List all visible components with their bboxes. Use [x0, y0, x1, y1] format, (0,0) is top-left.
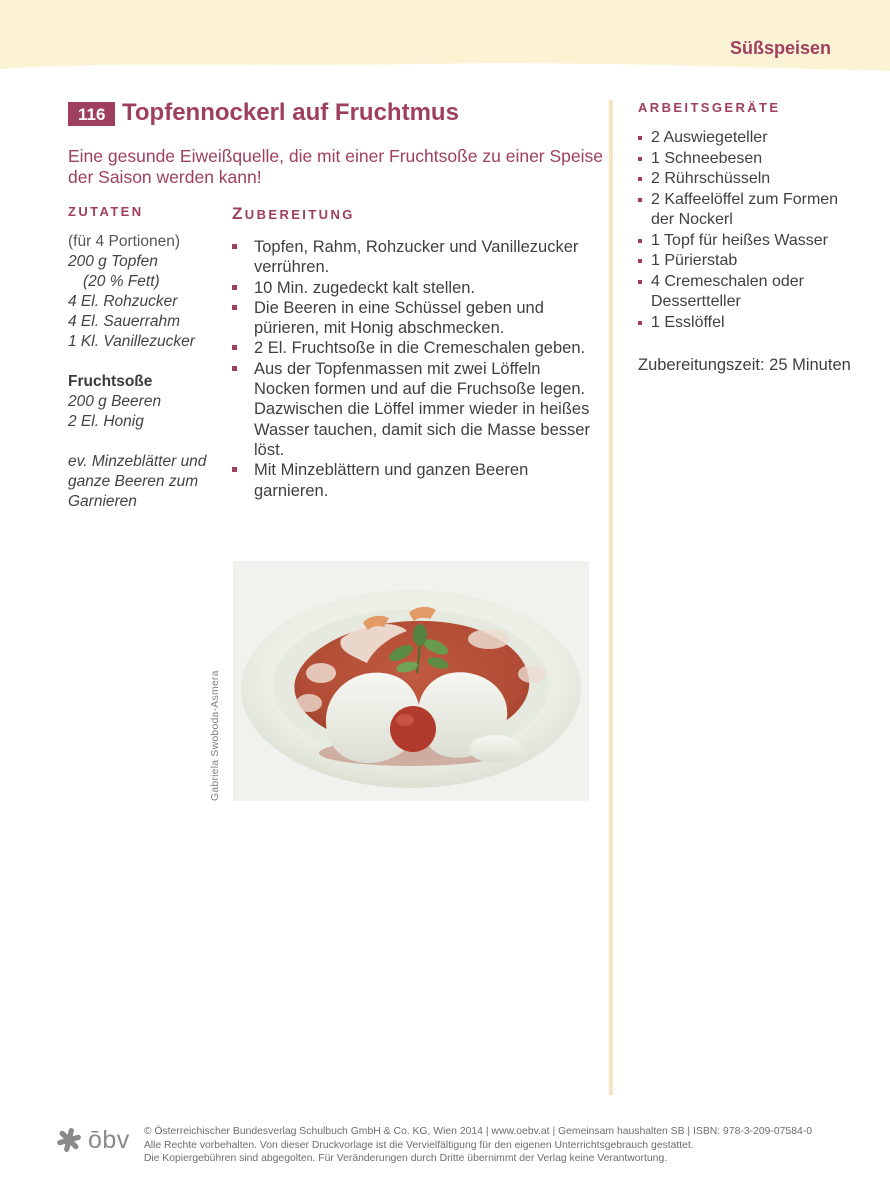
- ingredient-line: ev. Minzeblätter und ganze Beeren zum Garnieren: [68, 453, 207, 510]
- dish-photo: [233, 561, 589, 801]
- tool-text: 1 Esslöffel: [651, 313, 725, 331]
- square-bullet-icon: [638, 239, 642, 243]
- preparation-step: [232, 278, 592, 298]
- tool-item: [638, 169, 856, 190]
- spacer: [68, 352, 238, 372]
- tool-item: [638, 149, 856, 170]
- tool-text: 2 Auswiegeteller: [651, 129, 768, 146]
- ingredient-line: 1 Kl. Vanillezucker: [68, 333, 195, 350]
- square-bullet-icon: [232, 305, 237, 310]
- footer-line: © Österreichischer Bundesverlag Schulbuch GmbH & Co. KG, Wien 2014 | www.oebv.at | Gemeinsam haushalten SB | ISBN: 978-3-209-07584-0: [143, 1126, 812, 1137]
- preparation-step: [232, 460, 592, 501]
- nockerl-dollop: [469, 735, 521, 763]
- photo-credit: Gabriela Swoboda-Asmera: [209, 670, 221, 801]
- tools-heading: ARBEITSGERÄTE: [638, 100, 781, 115]
- square-bullet-icon: [638, 136, 642, 140]
- tool-item: [638, 231, 856, 252]
- column-divider: [609, 100, 613, 1095]
- ingredients-section: [68, 204, 238, 512]
- ingredient-subheading: Fruchtsoße: [68, 373, 153, 390]
- cream-blob: [296, 694, 322, 712]
- cream-blob: [306, 663, 336, 683]
- ingredients-portions: (für 4 Portionen): [68, 233, 180, 250]
- tool-item: [638, 128, 856, 149]
- ingredient-line: 4 El. Sauerrahm: [68, 313, 180, 330]
- ingredient-line: 4 El. Rohzucker: [68, 293, 178, 310]
- strawberry-highlight: [396, 714, 414, 726]
- tool-text: 2 Kaffeelöffel zum Formen der Nockerl: [651, 190, 839, 228]
- recipe-number-badge: 116: [68, 102, 115, 126]
- square-bullet-icon: [232, 244, 237, 249]
- preparation-step: [232, 338, 592, 358]
- ingredient-line: (20 % Fett): [83, 273, 160, 290]
- strawberry: [390, 706, 436, 752]
- tool-item: [638, 190, 856, 231]
- footer: [55, 1122, 812, 1166]
- cream-blob: [468, 629, 510, 649]
- step-text: Aus der Topfenmassen mit zwei Löffeln Nocken formen und auf die Fruchsoße legen. Dazwischen die Löffel immer wieder in heißes Wasser tauchen, damit sich die Masse besser löst.: [254, 359, 590, 459]
- cream-blob: [518, 665, 546, 683]
- preparation-heading: ZUBEREITUNG: [232, 204, 355, 223]
- tool-item: [638, 251, 856, 272]
- footer-line: Die Kopiergebühren sind abgegolten. Für Veränderungen durch Dritte übernimmt der Verlag keine Verantwortung.: [143, 1153, 668, 1164]
- tool-item: [638, 272, 856, 313]
- ingredients-heading: ZUTATEN: [68, 204, 144, 219]
- square-bullet-icon: [232, 467, 237, 472]
- tool-text: 1 Pürierstab: [651, 252, 738, 269]
- publisher-logo: [55, 1126, 130, 1154]
- ingredient-line: 2 El. Honig: [68, 413, 144, 430]
- preparation-step: [232, 298, 592, 339]
- step-text: 2 El. Fruchtsoße in die Cremeschalen geben.: [254, 339, 586, 358]
- header-band: [0, 0, 890, 74]
- square-bullet-icon: [232, 366, 237, 371]
- step-text: 10 Min. zugedeckt kalt stellen.: [254, 278, 476, 297]
- spacer: [68, 432, 238, 452]
- step-text: Die Beeren in eine Schüssel geben und pürieren, mit Honig abschmecken.: [254, 298, 544, 338]
- ingredient-line: 200 g Topfen: [68, 253, 158, 270]
- step-text: Topfen, Rahm, Rohzucker und Vanillezucker verrühren.: [254, 238, 579, 277]
- preparation-step: [232, 237, 592, 278]
- tools-section: [638, 100, 864, 375]
- square-bullet-icon: [638, 280, 642, 284]
- tool-item: [638, 313, 856, 334]
- prep-time: Zubereitungszeit: 25 Minuten: [638, 356, 851, 374]
- tool-text: 4 Cremeschalen oder Dessertteller: [651, 272, 804, 310]
- oebv-logo-text: ōbv: [88, 1125, 130, 1154]
- oebv-asterisk-icon: [55, 1126, 83, 1154]
- preparation-section: [232, 204, 592, 501]
- square-bullet-icon: [638, 259, 642, 263]
- footer-line: Alle Rechte vorbehalten. Von dieser Druckvorlage ist die Vervielfältigung für den eigenen Unterrichtsgebrauch gestattet.: [143, 1139, 694, 1151]
- tool-text: 1 Topf für heißes Wasser: [651, 231, 828, 249]
- square-bullet-icon: [638, 177, 642, 181]
- page-category: Süßspeisen: [729, 38, 831, 58]
- preparation-step: [232, 359, 592, 460]
- square-bullet-icon: [638, 321, 642, 325]
- recipe-intro: Eine gesunde Eiweißquelle, die mit einer Fruchtsoße zu einer Speise der Saison werden kann!: [68, 146, 604, 187]
- tool-text: 2 Rührschüsseln: [651, 170, 771, 187]
- tool-text: 1 Schneebesen: [651, 149, 763, 167]
- page-title: Topfennockerl auf Fruchtmus: [122, 99, 459, 126]
- footer-text: [144, 1122, 812, 1166]
- square-bullet-icon: [638, 157, 642, 161]
- ingredient-line: 200 g Beeren: [68, 393, 162, 410]
- square-bullet-icon: [638, 198, 642, 202]
- step-text: Mit Minzeblättern und ganzen Beeren garnieren.: [254, 461, 529, 500]
- square-bullet-icon: [232, 285, 237, 290]
- square-bullet-icon: [232, 345, 237, 350]
